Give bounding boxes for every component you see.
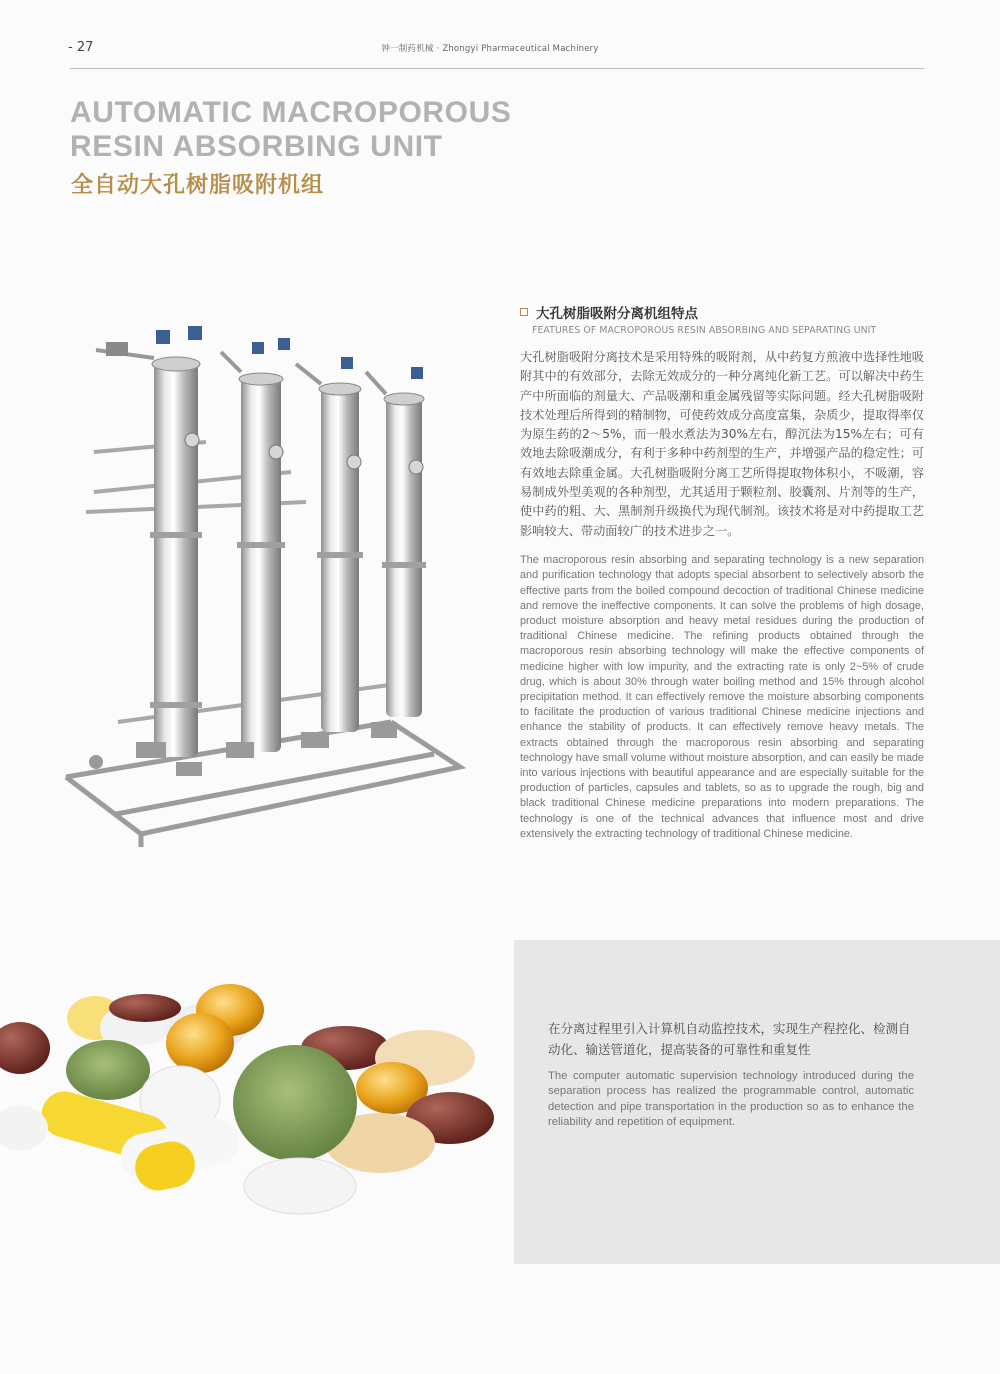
features-body-cn: 大孔树脂吸附分离技术是采用特殊的吸附剂，从中药复方煎液中选择性地吸附其中的有效部分，去除无效成分的一种分离纯化新工艺。可以解决中药生产中所面临的剂量大、产品吸潮和重金属残留等实际问题。经大孔树脂吸附技术处理后所得到的精制物，可使药效成分高度富集，杂质少，提取得率仅为原生药的2～5%，而一般水煮法为30%左右，醇沉法为15%左右；可有效地去除吸潮成分，有利于多种中药剂型的生产，并增强产品的稳定性；可有效地去除重金属。大孔树脂吸附分离工艺所得提取物体积小，不吸潮，容易制成外型美观的各种剂型，尤其适用于颗粒剂、胶囊剂、片剂等的生产，使中药的粗、大、黑制剂升级换代为现代制剂。该技术将是对中药提取工艺影响较大、带动面较广的技术进步之一。 (520, 350, 924, 538)
features-heading (520, 302, 924, 322)
panel-text-cn: 在分离过程里引入计算机自动监控技术，实现生产程控化、检测自动化、输送管道化，提高装备的可靠性和重复性 (548, 1021, 911, 1057)
header-divider (70, 68, 924, 69)
header-brand: 钟一制药机械 · Zhongyi Pharmaceutical Machinery (381, 44, 599, 54)
features-body-en: The macroporous resin absorbing and separating technology is a new separation and purification technology that adopts special absorbent to selectively absorb the effective parts from the boiled compound decoction of traditional Chinese medicine and remove the ineffective components. It can solve the problems of high dosage, product moisture absorption and heavy metal residues during the production of traditional Chinese medicine. The refining products obtained through the macroporous resin absorbing technology will make the effective components of medicine higher with low impurity, and the extracting rate is only 2~5% of crude drug, which is about 30% through water boiling method and 15% through alcohol precipitation method. It can effectively remove the moisture absorbing components to facilitate the production of various traditional Chinese medicine injections and enhance the stability of products. It can effectively remove heavy metals. The extracts obtained through the macroporous resin absorbing and separating technology have small volume without moisture absorption, and can easily be made into various injections with beautiful appearance and are especially suitable for the production of particles, capsules and tablets, so as to upgrade the rough, big and black traditional Chinese medicine preparations into modern preparations. The technology is one of the technical advances that influence most and drive extensively the extracting technology of traditional Chinese medicine. (520, 554, 924, 840)
page-number: - 27 (68, 40, 94, 55)
resin-absorbing-unit-illustration (56, 322, 466, 854)
medicine-pills-illustration (0, 978, 500, 1228)
panel-text-en: The computer automatic supervision technology introduced during the separation process has realized the programmable control, automatic detection and pipe transportation in the production so as to enhance the reliability and repetition of equipment. (548, 1070, 914, 1128)
page-title-cn: 全自动大孔树脂吸附机组 (71, 173, 325, 198)
features-section (520, 302, 924, 853)
title-en-line2: RESIN ABSORBING UNIT (70, 130, 443, 163)
page-title-en (70, 96, 670, 164)
square-bullet-icon (520, 308, 528, 316)
title-en-line1: AUTOMATIC MACROPOROUS (70, 96, 512, 129)
features-title-en: FEATURES OF MACROPOROUS RESIN ABSORBING AND SEPARATING UNIT (532, 325, 877, 336)
features-title-cn: 大孔树脂吸附分离机组特点 (536, 306, 698, 322)
